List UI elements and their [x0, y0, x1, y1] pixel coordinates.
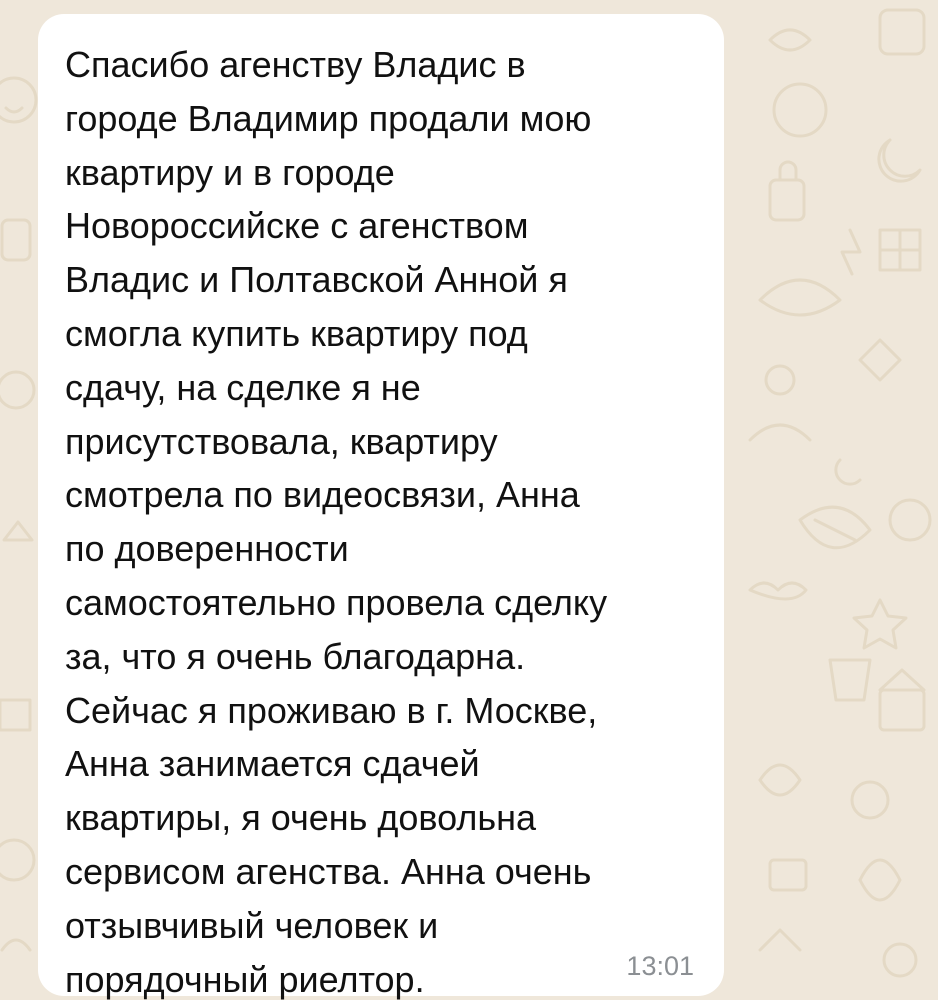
- phone-doodle-icon: [2, 220, 30, 260]
- message-line: сервисом агенства. Анна очень: [65, 850, 592, 892]
- heart-doodle-icon: [770, 30, 810, 50]
- leaf-doodle-icon: [760, 765, 800, 795]
- camera-doodle-icon: [770, 860, 806, 890]
- message-line: смотрела по видеосвязи, Анна: [65, 474, 580, 516]
- cloud-doodle-icon: [750, 583, 806, 599]
- smile-doodle-icon: [6, 108, 22, 112]
- message-line: квартиру и в городе: [65, 151, 395, 193]
- diamond-doodle-icon: [860, 340, 900, 380]
- face-doodle-icon: [774, 84, 826, 136]
- message-line: порядочный риелтор.: [65, 958, 425, 1000]
- house-doodle-icon: [880, 690, 924, 730]
- box-doodle-icon: [0, 700, 30, 730]
- message-line: по доверенности: [65, 528, 349, 570]
- circle-doodle-icon: [0, 372, 34, 408]
- message-line: Спасибо агенству Владис в: [65, 44, 526, 85]
- football-lace-doodle-icon: [815, 520, 855, 540]
- message-line: смогла купить квартиру под: [65, 312, 528, 354]
- dot-doodle-icon: [766, 366, 794, 394]
- message-text: [65, 38, 705, 1000]
- message-line: отзывчивый человек и: [65, 904, 439, 946]
- bolt-doodle-icon: [842, 230, 860, 274]
- avocado-doodle-icon: [860, 860, 900, 900]
- roof-doodle-icon: [880, 670, 924, 690]
- taco-doodle-icon: [890, 500, 930, 540]
- flowerpot-doodle-icon: [830, 660, 870, 700]
- moon-small-doodle-icon: [836, 460, 860, 484]
- window-doodle-icon: [880, 230, 920, 270]
- frame-doodle-icon: [880, 10, 924, 54]
- smiley-doodle-icon: [0, 78, 36, 122]
- message-line: за, что я очень благодарна.: [65, 635, 526, 677]
- message-line: городе Владимир продали мою: [65, 97, 592, 139]
- lock-shackle-doodle-icon: [780, 162, 796, 180]
- message-line: Анна занимается сдачей: [65, 743, 480, 785]
- message-line: присутствовала, квартиру: [65, 420, 498, 462]
- triangle-doodle-icon: [4, 522, 32, 540]
- moon-doodle-icon: [879, 140, 920, 181]
- message-line: Сейчас я проживаю в г. Москве,: [65, 689, 598, 731]
- incoming-message-bubble[interactable]: [38, 14, 724, 1000]
- ring-doodle-icon: [0, 840, 34, 880]
- message-line: Владис и Полтавской Анной я: [65, 259, 568, 301]
- message-line: сдачу, на сделке я не: [65, 366, 421, 408]
- cap-doodle-icon: [760, 280, 840, 315]
- message-timestamp: 13:01: [626, 951, 694, 981]
- message-line: самостоятельно провела сделку: [65, 581, 608, 623]
- arc-doodle-icon: [2, 940, 30, 950]
- small-ring-doodle-icon: [884, 944, 916, 976]
- message-line: квартиры, я очень довольна: [65, 797, 537, 839]
- star-doodle-icon: [854, 600, 906, 648]
- bubble-doodle-icon: [852, 782, 888, 818]
- lock-doodle-icon: [770, 180, 804, 220]
- wave-doodle-icon: [750, 425, 810, 440]
- football-doodle-icon: [800, 507, 870, 548]
- message-line: Новороссийске с агенством: [65, 205, 529, 247]
- chevron-doodle-icon: [760, 930, 800, 950]
